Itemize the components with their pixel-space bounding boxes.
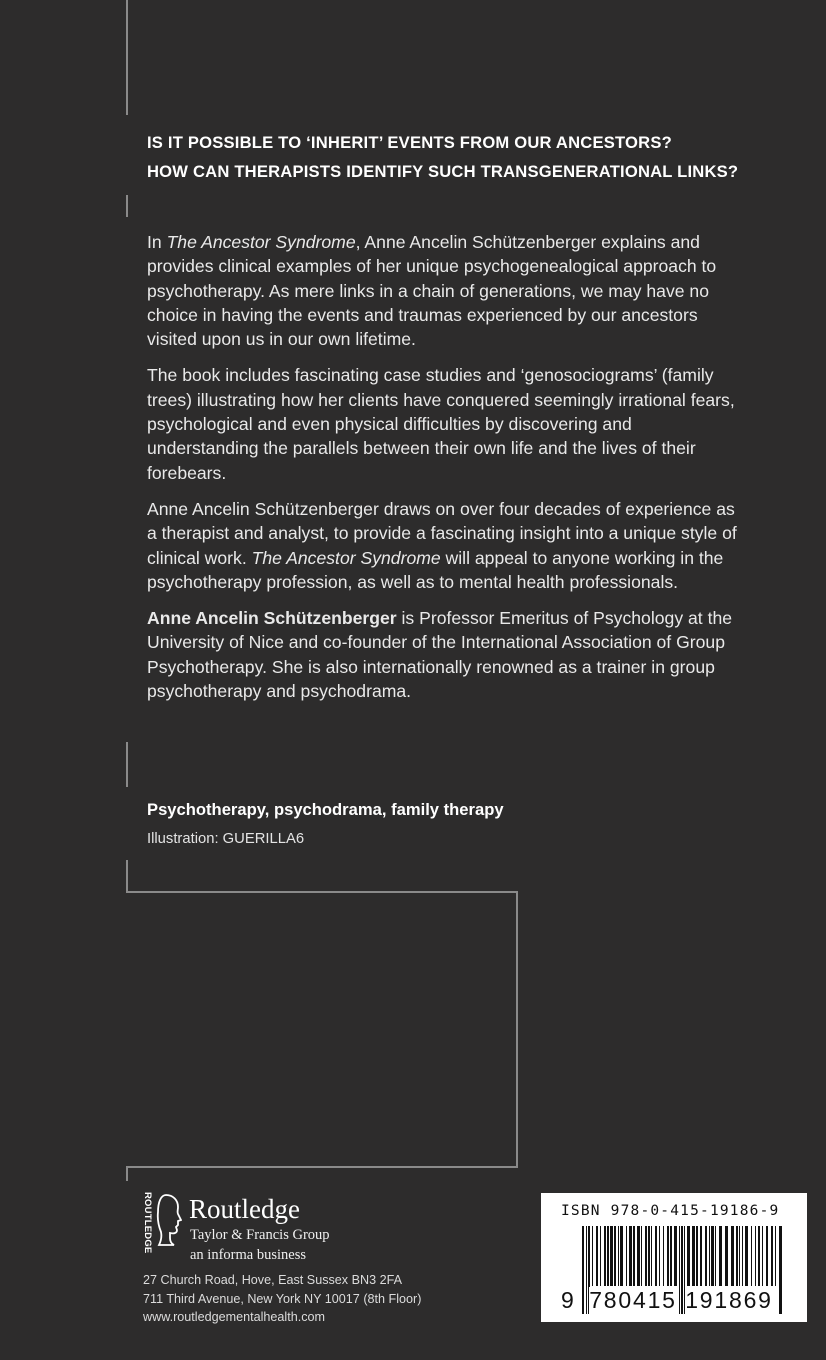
barcode-bar — [659, 1226, 660, 1286]
barcode-bar — [758, 1226, 760, 1286]
barcode-bar — [715, 1226, 716, 1286]
barcode-bar — [618, 1226, 619, 1286]
logo-vertical-wordmark — [140, 1192, 154, 1254]
barcode-bar — [614, 1226, 616, 1286]
barcode-bar — [755, 1226, 756, 1286]
para3-text-a: Anne Ancelin Schützenberger draws on over four decades of experience as a therapist and analyst, to provide a fascinating insight into a unique style of clinical work. — [147, 498, 737, 568]
barcode-bar — [736, 1226, 738, 1286]
head-profile-icon — [156, 1194, 182, 1246]
isbn-digit-first: 9 — [561, 1287, 574, 1313]
blurb-paragraph-2: The book includes fascinating case studies and ‘genosociograms’ (family trees) illustrating how her clients have conquered seemingly irrational fears, psychological and even physical difficulties by discovering and understanding the parallels between their own life and the lives of their forebears. — [147, 365, 735, 483]
barcode-bar — [674, 1226, 677, 1286]
barcode-bar — [739, 1226, 740, 1286]
isbn-digits-right: 191869 — [685, 1287, 773, 1313]
barcode-bar — [604, 1226, 606, 1286]
para3-text-b: will appeal to anyone working in the psychotherapy profession, as well as to mental health professionals. — [147, 547, 724, 592]
barcode-bar — [655, 1226, 657, 1286]
barcode-bar — [592, 1226, 593, 1286]
barcode-bar — [775, 1226, 776, 1286]
address-line-1: 27 Church Road, Hove, East Sussex BN3 2FA — [143, 1273, 403, 1287]
para1-text-a: In — [147, 232, 167, 252]
author-bio-text: is Professor Emeritus of Psychology at the University of Nice and co-founder of the International Association of Group Psychotherapy. She is also internationally renowned as a trainer in group psychotherapy and psychodrama. — [147, 608, 733, 702]
barcode-bar — [779, 1226, 782, 1314]
subject-categories: Psychotherapy, psychodrama, family therapy — [147, 800, 504, 819]
para1-text-b: , Anne Ancelin Schützenberger explains and provides clinical examples of her unique psychogenealogical approach to psychotherapy. As mere links in a chain of generations, we may have no choice in having the events and traumas experienced by our ancestors visited upon us in our own lifetime. — [147, 232, 717, 350]
barcode-bar — [681, 1226, 683, 1314]
headline-line-2: HOW CAN THERAPISTS IDENTIFY SUCH TRANSGENERATIONAL LINKS? — [147, 162, 739, 181]
top-vertical-rule — [126, 0, 128, 115]
frame-left-rule — [126, 860, 128, 892]
headline — [147, 128, 738, 186]
isbn-barcode — [541, 1193, 807, 1322]
barcode-bar — [700, 1226, 702, 1286]
barcode-bar — [687, 1226, 690, 1286]
barcode-bar — [705, 1226, 707, 1286]
barcode-bar — [679, 1226, 680, 1314]
publisher-address — [143, 1271, 421, 1327]
short-vertical-rule — [126, 195, 128, 217]
barcode-bar — [670, 1226, 672, 1286]
barcode-bar — [651, 1226, 652, 1286]
barcode-bar — [731, 1226, 734, 1286]
barcode-bar — [620, 1226, 623, 1286]
barcode-bar — [719, 1226, 722, 1286]
headline-line-1: IS IT POSSIBLE TO ‘INHERIT’ EVENTS FROM OUR ANCESTORS? — [147, 133, 672, 152]
barcode-bar — [586, 1226, 587, 1314]
barcode-bar — [762, 1226, 763, 1286]
barcode-bar — [725, 1226, 728, 1286]
isbn-label: ISBN 978-0-415-19186-9 — [561, 1203, 780, 1219]
publisher-name: Routledge — [189, 1194, 300, 1224]
barcode-bar — [663, 1226, 664, 1286]
book-title: The Ancestor Syndrome — [166, 232, 356, 252]
barcode-bar — [745, 1226, 748, 1286]
book-title: The Ancestor Syndrome — [251, 547, 441, 568]
barcode-bar — [667, 1226, 669, 1286]
barcode-bar — [633, 1226, 635, 1286]
frame-bottom-rule — [126, 1166, 518, 1168]
publisher-tagline: an informa business — [190, 1247, 306, 1263]
barcode-bar — [600, 1226, 601, 1286]
publisher-logo — [140, 1192, 380, 1263]
frame-lower-left-rule — [126, 1166, 128, 1181]
author-bio — [147, 606, 747, 703]
barcode-bar — [692, 1226, 695, 1286]
illustration-credit: Illustration: GUERILLA6 — [147, 831, 305, 847]
barcode-bar — [610, 1226, 613, 1286]
barcode-bar — [607, 1226, 609, 1286]
barcode-bar — [696, 1226, 698, 1286]
logo-vertical-text: ROUTLEDGE — [142, 1192, 153, 1254]
barcode-bar — [766, 1226, 768, 1286]
barcode-bar — [742, 1226, 743, 1286]
barcode-bar — [771, 1226, 773, 1286]
barcode-bar — [637, 1226, 640, 1286]
isbn-digits-left: 780415 — [589, 1287, 677, 1313]
barcode-bar — [582, 1226, 584, 1314]
address-line-2: 711 Third Avenue, New York NY 10017 (8th Floor) — [143, 1291, 422, 1306]
barcode-bar — [596, 1226, 598, 1286]
barcode-bar — [626, 1226, 627, 1286]
frame-top-rule — [126, 891, 518, 893]
barcode-bar — [629, 1226, 632, 1286]
author-name: Anne Ancelin Schützenberger — [147, 608, 397, 629]
publisher-group: Taylor & Francis Group — [190, 1227, 330, 1243]
barcode-bar — [711, 1226, 714, 1286]
frame-right-rule — [516, 891, 518, 1168]
mid-vertical-rule — [126, 742, 128, 787]
blurb — [147, 230, 747, 715]
barcode-bar — [641, 1226, 642, 1286]
blurb-paragraph-3 — [147, 497, 747, 594]
barcode-bar — [709, 1226, 710, 1286]
blurb-paragraph-1 — [147, 230, 747, 351]
barcode-bar — [751, 1226, 752, 1286]
website-link: www.routledgementalhealth.com — [143, 1310, 326, 1324]
barcode-bar — [645, 1226, 647, 1286]
barcode-bar — [648, 1226, 650, 1286]
